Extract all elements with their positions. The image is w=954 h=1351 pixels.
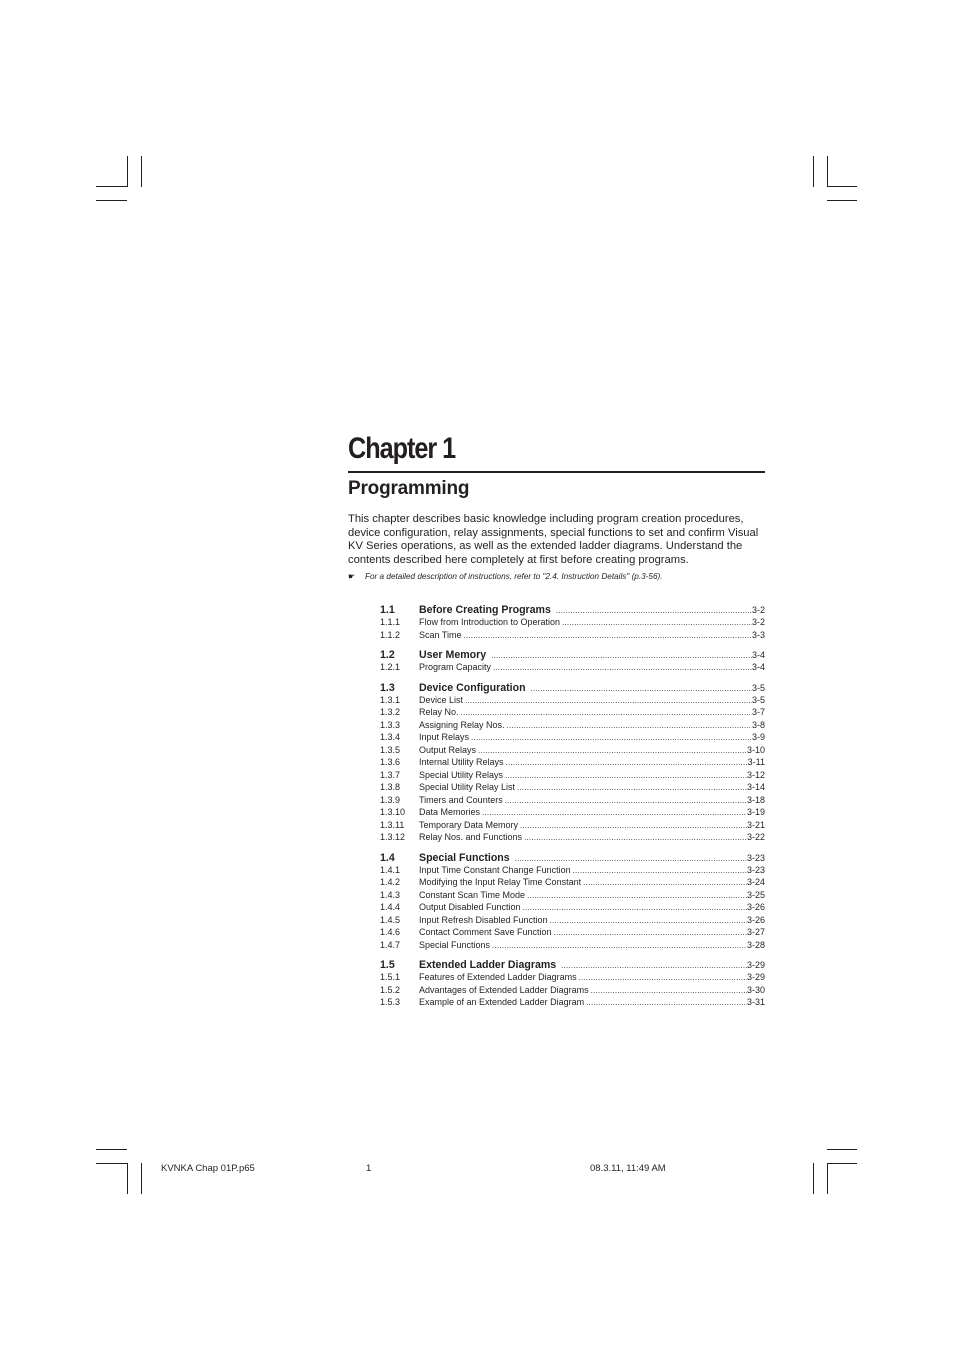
- toc-page-number: 3-8: [751, 719, 765, 730]
- crop-mark: [827, 1163, 857, 1164]
- toc-label: Program Capacity: [419, 662, 492, 672]
- toc-leader-dots: [503, 796, 747, 805]
- toc-number: 1.3.10: [380, 807, 406, 817]
- toc-leader-dots: [505, 721, 752, 730]
- toc-number: 1.3.8: [380, 782, 401, 792]
- toc-label: Output Disabled Function: [419, 902, 521, 912]
- toc-label: Special Utility Relay List: [419, 782, 516, 792]
- toc-label: Assigning Relay Nos.: [419, 719, 505, 730]
- crop-mark: [141, 1163, 142, 1194]
- toc-leader-dots: [459, 708, 752, 717]
- toc-leader-dots: [548, 916, 747, 925]
- toc-number: 1.1.2: [380, 629, 401, 640]
- toc-number: 1.3.9: [380, 794, 401, 805]
- pointer-icon: ☛: [348, 572, 356, 581]
- toc-number: 1.5: [380, 959, 395, 971]
- crop-mark: [813, 156, 814, 187]
- toc-leader-dots: [577, 973, 747, 982]
- toc-leader-dots: [469, 733, 752, 742]
- toc-number: 1.1.1: [380, 617, 401, 627]
- toc-leader-dots: [503, 771, 747, 780]
- note-text: For a detailed description of instructions, refer to "2.4. Instruction Details" (p.3-56).: [365, 572, 663, 581]
- toc-leader-dots: [480, 808, 747, 817]
- crop-mark: [827, 156, 828, 187]
- toc-page-number: 3-23: [746, 852, 765, 863]
- toc-label: Input Refresh Disabled Function: [419, 914, 548, 925]
- crop-mark: [127, 156, 128, 187]
- toc-label: Constant Scan Time Mode: [419, 889, 526, 900]
- toc-subsection-row[interactable]: [380, 820, 765, 833]
- crop-mark: [141, 156, 142, 187]
- toc-number: 1.4.1: [380, 864, 401, 875]
- intro-line: KV Series operations, as well as the extended ladder diagrams. Understand the: [348, 540, 743, 553]
- toc-label: Input Relays: [419, 732, 470, 742]
- toc-number: 1.3.3: [380, 719, 401, 730]
- toc-page-number: 3-2: [751, 617, 765, 627]
- toc-subsection-row[interactable]: [380, 795, 765, 808]
- toc-section-row[interactable]: [380, 682, 765, 695]
- toc-label: Relay Nos. and Functions: [419, 832, 523, 842]
- toc-leader-dots: [504, 758, 748, 767]
- toc-page-number: 3-12: [746, 769, 765, 780]
- toc-number: 1.3.6: [380, 757, 401, 767]
- toc-label: Scan Time: [419, 629, 462, 640]
- toc-page-number: 3-9: [751, 732, 765, 742]
- crop-mark: [96, 1163, 127, 1164]
- chapter-title: Chapter 1: [348, 432, 456, 465]
- toc-number: 1.3.2: [380, 707, 401, 717]
- toc-label: Output Relays: [419, 744, 477, 755]
- toc-subsection-row[interactable]: [380, 972, 765, 985]
- toc-subsection-row[interactable]: [380, 902, 765, 915]
- toc-label: Contact Comment Save Function: [419, 927, 552, 937]
- toc-group: [380, 604, 765, 642]
- toc-page-number: 3-5: [751, 694, 765, 705]
- crop-mark: [827, 200, 857, 201]
- toc-page-number: 3-27: [746, 927, 765, 937]
- crop-mark: [827, 1149, 857, 1150]
- toc-leader-dots: [581, 878, 747, 887]
- toc-label: Relay No.: [419, 707, 459, 717]
- toc-section-row[interactable]: [380, 959, 765, 972]
- toc-label: Modifying the Input Relay Time Constant: [419, 877, 582, 887]
- crop-mark: [96, 186, 127, 187]
- toc-leader-dots: [513, 854, 747, 863]
- footer-filename: KVNKA Chap 01P.p65: [161, 1163, 255, 1174]
- toc-leader-dots: [476, 746, 747, 755]
- toc-subsection-row[interactable]: [380, 757, 765, 770]
- toc-number: 1.1: [380, 604, 395, 616]
- section-title: Programming: [348, 478, 470, 499]
- toc-subsection-row[interactable]: [380, 782, 765, 795]
- toc-number: 1.3.7: [380, 769, 401, 780]
- toc-subsection-row[interactable]: [380, 985, 765, 998]
- toc-page-number: 3-4: [751, 662, 765, 672]
- toc-label: Flow from Introduction to Operation: [419, 617, 561, 627]
- toc-subsection-row[interactable]: [380, 732, 765, 745]
- toc-page-number: 3-19: [746, 807, 765, 817]
- toc-number: 1.4.3: [380, 889, 401, 900]
- toc-leader-dots: [521, 903, 747, 912]
- toc-number: 1.3: [380, 681, 395, 694]
- toc-subsection-row[interactable]: [380, 630, 765, 643]
- toc-label: Temporary Data Memory: [419, 819, 519, 830]
- toc-page-number: 3-29: [746, 960, 765, 970]
- intro-line: device configuration, relay assignments, special functions to set and confirm Visual: [348, 526, 759, 539]
- toc-number: 1.4.6: [380, 927, 401, 937]
- toc-label: Device List: [419, 694, 464, 705]
- toc-leader-dots: [584, 998, 747, 1007]
- toc-subsection-row[interactable]: [380, 832, 765, 845]
- toc-subsection-row[interactable]: [380, 927, 765, 940]
- toc-number: 1.4.5: [380, 914, 401, 925]
- toc-label: Advantages of Extended Ladder Diagrams: [419, 984, 589, 995]
- toc-subsection-row[interactable]: [380, 770, 765, 783]
- toc-page-number: 3-18: [746, 794, 765, 805]
- toc-subsection-row[interactable]: [380, 877, 765, 890]
- toc-number: 1.5.2: [380, 984, 401, 995]
- toc-subsection-row[interactable]: [380, 662, 765, 675]
- toc-label: Features of Extended Ladder Diagrams: [419, 972, 577, 982]
- crop-mark: [96, 1149, 127, 1150]
- toc-leader-dots: [491, 663, 752, 672]
- toc-number: 1.5.3: [380, 997, 401, 1007]
- toc-number: 1.5.1: [380, 972, 401, 982]
- toc-label: Input Time Constant Change Function: [419, 864, 571, 875]
- toc-page-number: 3-22: [746, 832, 765, 842]
- toc-number: 1.3.5: [380, 744, 401, 755]
- toc-leader-dots: [462, 631, 752, 640]
- toc-label: User Memory: [419, 649, 487, 661]
- toc-label: Data Memories: [419, 807, 481, 817]
- toc-subsection-row[interactable]: [380, 915, 765, 928]
- toc-page-number: 3-30: [746, 984, 765, 995]
- toc-page-number: 3-26: [746, 902, 765, 912]
- toc-section-row[interactable]: [380, 604, 765, 617]
- toc-leader-dots: [552, 928, 747, 937]
- toc-label: Device Configuration: [419, 681, 526, 694]
- title-rule: [348, 471, 765, 473]
- toc-number: 1.2.1: [380, 662, 401, 672]
- toc-subsection-row[interactable]: [380, 695, 765, 708]
- footer-timestamp: 08.3.11, 11:49 AM: [590, 1163, 666, 1174]
- toc-leader-dots: [554, 606, 752, 615]
- toc-number: 1.4.4: [380, 902, 401, 912]
- toc-page-number: 3-2: [751, 605, 765, 615]
- toc-page-number: 3-5: [751, 682, 765, 693]
- toc-number: 1.3.1: [380, 694, 401, 705]
- toc-number: 1.4: [380, 851, 395, 864]
- crop-mark: [827, 186, 857, 187]
- toc-page-number: 3-28: [746, 939, 765, 950]
- toc-label: Special Functions: [419, 939, 491, 950]
- toc-leader-dots: [463, 696, 752, 705]
- toc-label: Before Creating Programs: [419, 604, 551, 616]
- toc-label: Timers and Counters: [419, 794, 503, 805]
- toc-subsection-row[interactable]: [380, 745, 765, 758]
- footer-page-number: 1: [366, 1163, 372, 1174]
- toc-leader-dots: [525, 891, 747, 900]
- toc-section-row[interactable]: [380, 649, 765, 662]
- toc-number: 1.2: [380, 649, 395, 661]
- toc-leader-dots: [515, 783, 747, 792]
- intro-line: contents described here completely at first before creating programs.: [348, 553, 689, 566]
- intro-line: This chapter describes basic knowledge including program creation procedures,: [348, 513, 744, 525]
- table-of-contents: [380, 604, 765, 1017]
- toc-leader-dots: [518, 821, 747, 830]
- toc-page-number: 3-11: [747, 757, 765, 767]
- toc-group: [380, 852, 765, 953]
- toc-subsection-row[interactable]: [380, 890, 765, 903]
- toc-page-number: 3-24: [746, 877, 765, 887]
- toc-subsection-row[interactable]: [380, 865, 765, 878]
- toc-label: Example of an Extended Ladder Diagram: [419, 997, 585, 1007]
- toc-subsection-row[interactable]: [380, 940, 765, 953]
- toc-page-number: 3-21: [746, 819, 765, 830]
- crop-mark: [127, 1163, 128, 1194]
- toc-leader-dots: [571, 866, 747, 875]
- toc-label: Extended Ladder Diagrams: [419, 959, 557, 971]
- toc-page-number: 3-23: [746, 864, 765, 875]
- toc-leader-dots: [529, 684, 752, 693]
- toc-subsection-row[interactable]: [380, 707, 765, 720]
- crop-mark: [96, 200, 127, 201]
- toc-number: 1.3.12: [380, 832, 406, 842]
- toc-subsection-row[interactable]: [380, 617, 765, 630]
- toc-page-number: 3-25: [746, 889, 765, 900]
- toc-number: 1.4.7: [380, 939, 401, 950]
- toc-label: Special Utility Relays: [419, 769, 504, 780]
- toc-subsection-row[interactable]: [380, 807, 765, 820]
- toc-group: [380, 682, 765, 845]
- toc-page-number: 3-26: [746, 914, 765, 925]
- toc-page-number: 3-7: [751, 707, 765, 717]
- toc-leader-dots: [589, 986, 747, 995]
- crop-mark: [813, 1163, 814, 1194]
- toc-page-number: 3-29: [746, 972, 765, 982]
- toc-page-number: 3-10: [746, 744, 765, 755]
- toc-group: [380, 959, 765, 1010]
- toc-leader-dots: [490, 941, 747, 950]
- toc-page-number: 3-4: [751, 650, 765, 660]
- intro-paragraph: [348, 513, 768, 567]
- toc-leader-dots: [559, 961, 747, 970]
- toc-page-number: 3-14: [746, 782, 765, 792]
- toc-number: 1.3.11: [380, 819, 405, 830]
- toc-section-row[interactable]: [380, 852, 765, 865]
- crop-mark: [827, 1163, 828, 1194]
- toc-subsection-row[interactable]: [380, 997, 765, 1010]
- toc-page-number: 3-31: [746, 997, 765, 1007]
- toc-label: Special Functions: [419, 851, 510, 864]
- reference-note: [348, 571, 768, 582]
- toc-subsection-row[interactable]: [380, 720, 765, 733]
- toc-leader-dots: [489, 651, 752, 660]
- toc-page-number: 3-3: [751, 629, 765, 640]
- toc-leader-dots: [522, 833, 747, 842]
- toc-number: 1.3.4: [380, 732, 401, 742]
- toc-leader-dots: [560, 618, 752, 627]
- toc-number: 1.4.2: [380, 877, 401, 887]
- toc-group: [380, 649, 765, 675]
- toc-label: Internal Utility Relays: [419, 757, 504, 767]
